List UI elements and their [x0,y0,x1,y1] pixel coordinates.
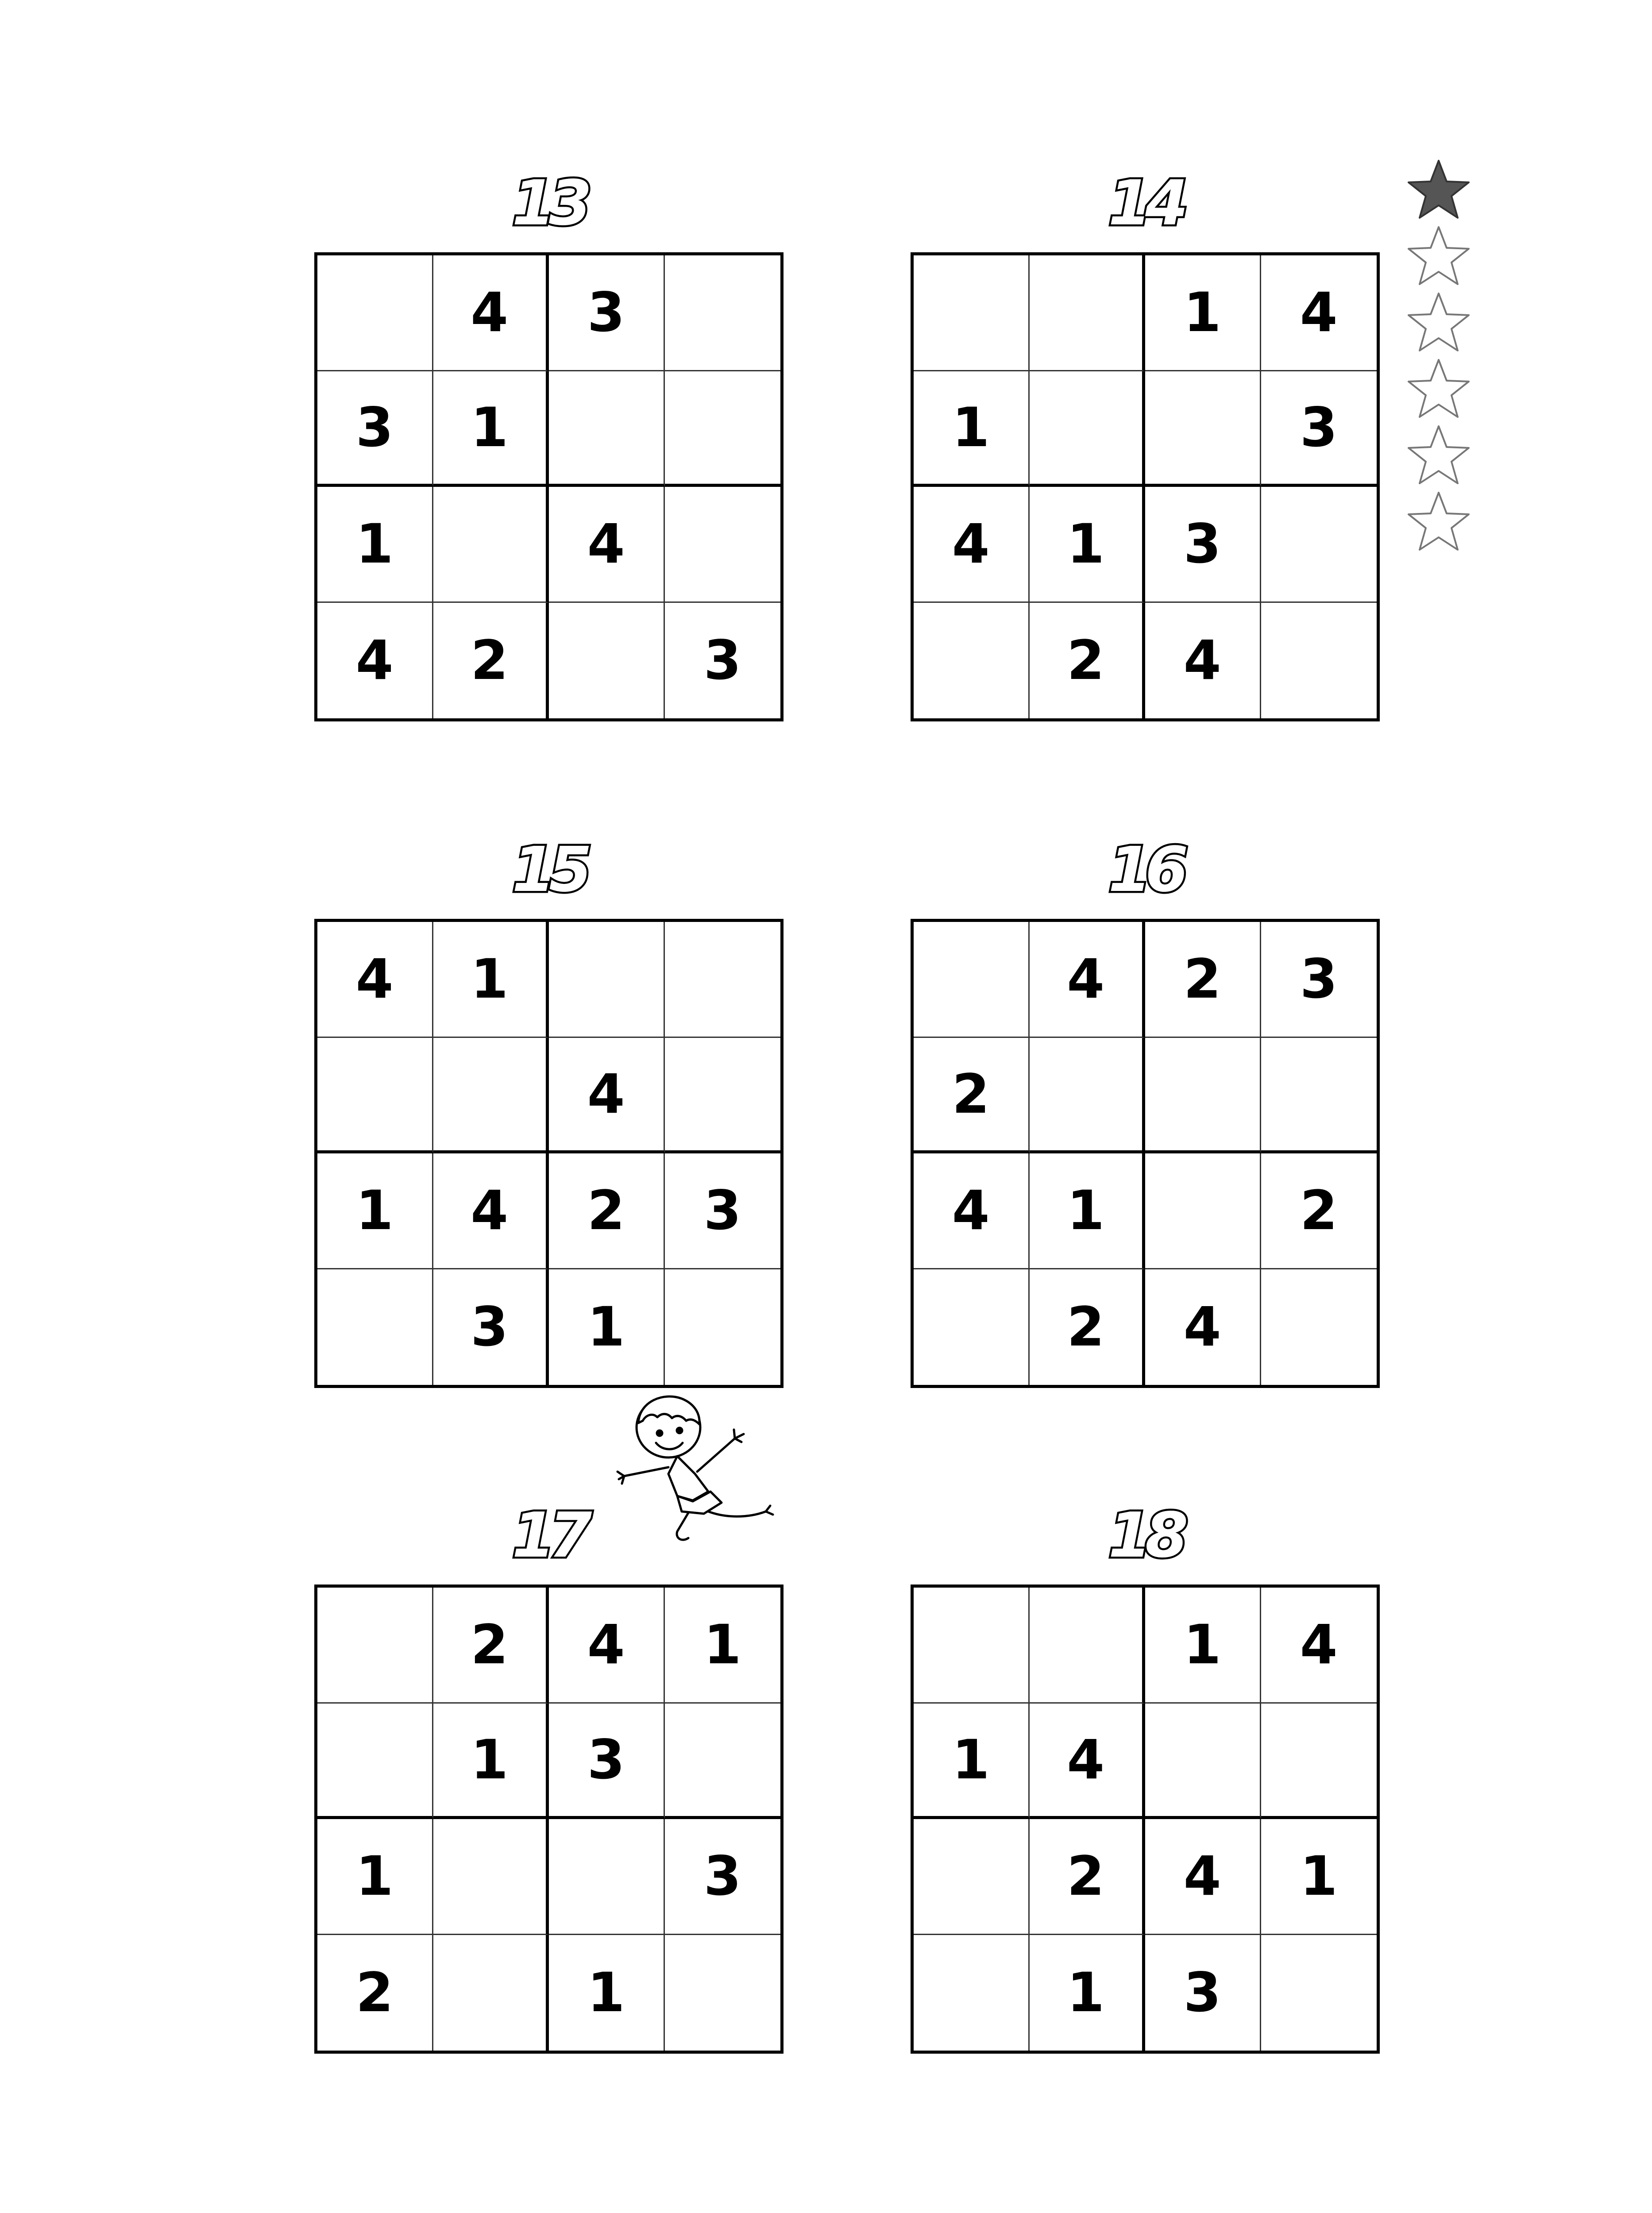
grid-cell[interactable] [549,922,665,1038]
grid-cell[interactable]: 4 [1261,255,1377,371]
grid-cell[interactable]: 4 [549,487,665,603]
grid-cell[interactable] [433,1038,549,1154]
grid-cell[interactable]: 3 [1261,922,1377,1038]
filled-star-icon [1405,157,1472,224]
grid-cell[interactable]: 2 [914,1038,1030,1154]
grid-cell[interactable] [1261,1935,1377,2051]
puzzle-number: 18 [1108,1500,1182,1572]
grid-cell[interactable] [665,371,781,487]
grid-cell[interactable]: 2 [1030,1269,1146,1385]
grid-cell[interactable] [317,1588,433,1704]
grid-cell[interactable] [665,1935,781,2051]
grid-cell[interactable]: 3 [703,629,741,692]
grid-cell[interactable] [914,255,1030,371]
puzzle-number: 15 [512,834,586,906]
grid-cell[interactable] [433,1819,549,1935]
sudoku-grid [314,1585,784,2054]
grid-cell[interactable]: 1 [433,922,549,1038]
grid-cell[interactable]: 4 [1030,1704,1146,1820]
grid-cell[interactable]: 4 [1145,603,1261,719]
grid-cell[interactable] [1261,1269,1377,1385]
grid-cell[interactable] [914,603,1030,719]
grid-cell[interactable]: 2 [1030,603,1146,719]
grid-cell[interactable]: 1 [1030,1153,1146,1269]
grid-cell[interactable]: 4 [549,1038,665,1154]
sudoku-grid [911,919,1380,1388]
grid-cell[interactable]: 4 [1030,922,1146,1038]
grid-cell[interactable]: 1 [1261,1819,1377,1935]
grid-cell[interactable]: 1 [665,1588,781,1704]
grid-cell[interactable] [1030,371,1146,487]
empty-star-icon [1405,290,1472,356]
grid-cell[interactable]: 3 [1145,487,1261,603]
grid-cell[interactable]: 4 [433,255,549,371]
grid-cell[interactable]: 2 [1145,922,1261,1038]
sudoku-grid [911,1585,1380,2054]
grid-cell[interactable] [665,1704,781,1820]
grid-cell[interactable] [665,255,781,371]
grid-cell[interactable]: 3 [433,1269,549,1385]
grid-cell[interactable]: 1 [1145,255,1261,371]
grid-cell[interactable] [317,1704,433,1820]
grid-cell[interactable] [665,1269,781,1385]
empty-star-icon [1405,423,1472,489]
grid-cell[interactable]: 4 [549,1588,665,1704]
grid-cell[interactable]: 2 [1261,1153,1377,1269]
grid-cell[interactable]: 4 [914,487,1030,603]
grid-cell[interactable]: 1 [1030,1935,1146,2051]
grid-cell[interactable]: 1 [317,1153,433,1269]
puzzle-number: 16 [1108,834,1182,906]
grid-cell[interactable] [665,922,781,1038]
grid-cell[interactable]: 4 [1145,1819,1261,1935]
difficulty-rating [1405,157,1472,555]
grid-cell[interactable]: 3 [665,1819,781,1935]
cartoon-kid-illustration [615,1385,810,1562]
grid-cell[interactable]: 1 [914,1704,1030,1820]
empty-star-icon [1405,356,1472,423]
grid-cell[interactable]: 4 [1261,1588,1377,1704]
grid-cell[interactable] [914,1588,1030,1704]
grid-cell[interactable] [665,1038,781,1154]
grid-cell[interactable] [1145,1038,1261,1154]
grid-cell[interactable] [1030,1038,1146,1154]
grid-cell[interactable] [433,487,549,603]
grid-cell[interactable] [1145,371,1261,487]
grid-cell[interactable]: 1 [433,371,549,487]
empty-star-icon [1405,224,1472,290]
grid-cell[interactable]: 2 [433,1588,549,1704]
grid-cell[interactable]: 4 [914,1153,1030,1269]
grid-cell[interactable]: 3 [549,255,665,371]
grid-cell[interactable]: 1 [433,1704,549,1820]
grid-cell[interactable] [1261,1704,1377,1820]
grid-cell[interactable]: 2 [433,603,549,719]
puzzle-number: 14 [1108,167,1182,239]
grid-cell[interactable]: 1 [549,1269,665,1385]
grid-cell[interactable] [1261,603,1377,719]
grid-cell[interactable] [665,487,781,603]
grid-cell[interactable] [914,1935,1030,2051]
grid-cell[interactable]: 3 [549,1704,665,1820]
sudoku-grid [314,252,784,721]
grid-cell[interactable]: 1 [317,487,433,603]
grid-cell[interactable]: 4 [317,922,433,1038]
grid-cell[interactable] [549,1819,665,1935]
grid-cell[interactable]: 2 [549,1153,665,1269]
grid-cell[interactable] [914,1819,1030,1935]
grid-cell[interactable]: 3 [665,1153,781,1269]
grid-cell[interactable]: 4 [433,1153,549,1269]
grid-cell[interactable]: 3 [317,371,433,487]
empty-star-icon [1405,489,1472,555]
grid-cell[interactable] [914,922,1030,1038]
grid-cell[interactable] [317,1269,433,1385]
grid-cell[interactable] [914,1269,1030,1385]
grid-cell[interactable]: 2 [1030,1819,1146,1935]
grid-cell[interactable] [1030,255,1146,371]
grid-cell[interactable]: 1 [1030,487,1146,603]
grid-cell[interactable]: 1 [317,1819,433,1935]
grid-cell[interactable]: 1 [549,1935,665,2051]
puzzle-number: 17 [512,1500,586,1572]
grid-cell[interactable] [1145,1704,1261,1820]
grid-cell[interactable] [1261,487,1377,603]
grid-cell[interactable] [549,603,665,719]
grid-cell[interactable]: 4 [1145,1269,1261,1385]
grid-cell[interactable] [549,371,665,487]
puzzle-number: 13 [512,167,586,239]
grid-cell[interactable] [433,1935,549,2051]
grid-cell[interactable] [317,1038,433,1154]
grid-cell[interactable] [317,255,433,371]
grid-cell[interactable]: 1 [914,371,1030,487]
grid-cell[interactable]: 2 [317,1935,433,2051]
sudoku-grid [314,919,784,1388]
grid-cell[interactable] [1261,1038,1377,1154]
grid-cell[interactable] [1145,1153,1261,1269]
sudoku-grid [911,252,1380,721]
grid-cell[interactable] [1030,1588,1146,1704]
grid-cell[interactable]: 1 [1145,1588,1261,1704]
grid-cell[interactable]: 3 [1261,371,1377,487]
grid-cell[interactable]: 3 [1145,1935,1261,2051]
grid-cell[interactable]: 4 [317,603,433,719]
